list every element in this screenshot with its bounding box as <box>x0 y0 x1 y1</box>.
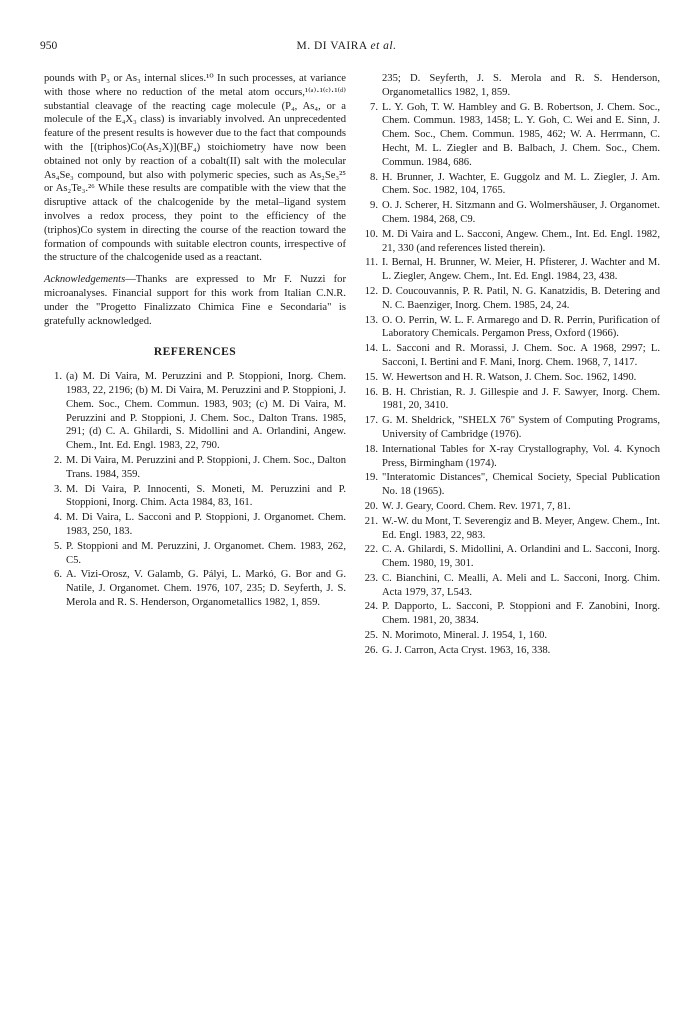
running-title-authors: M. DI VAIRA <box>296 40 368 52</box>
reference-item <box>360 72 660 100</box>
right-column <box>360 72 660 659</box>
reference-item <box>44 370 346 453</box>
reference-text: M. Di Vaira, L. Sacconi and P. Stoppioni, J. Organomet. Chem. 1983, 250, 183. <box>66 512 346 537</box>
references-heading: REFERENCES <box>153 346 237 359</box>
reference-item <box>44 511 346 539</box>
reference-number: 15. <box>364 371 378 383</box>
reference-item <box>360 228 660 256</box>
reference-text: B. H. Christian, R. J. Gillespie and J. F. Sawyer, Inorg. Chem. 1981, 20, 3410. <box>382 386 660 412</box>
reference-item <box>360 515 660 543</box>
reference-text: M. Di Vaira and L. Sacconi, Angew. Chem., Int. Ed. Engl. 1982, 21, 330 (and references listed therein). <box>382 228 660 254</box>
reference-number: 8. <box>370 171 378 183</box>
reference-text: M. Di Vaira, P. Innocenti, S. Moneti, M. Peruzzini and P. Stoppioni, Inorg. Chim. Acta 1984, 83, 161. <box>66 483 346 509</box>
reference-item <box>360 199 660 227</box>
page-header <box>40 40 653 56</box>
references-list-right <box>360 72 660 658</box>
reference-text: C. Bianchini, C. Mealli, A. Meli and L. Sacconi, Inorg. Chim. Acta 1979, 37, L543. <box>382 572 660 598</box>
reference-item <box>360 386 660 414</box>
reference-item <box>360 443 660 471</box>
left-column <box>44 72 346 611</box>
reference-number: 22. <box>364 544 378 556</box>
reference-item <box>360 644 660 658</box>
reference-text: International Tables for X-ray Crystallography, Vol. 4. Kynoch Press, Birmingham (1974). <box>382 443 660 469</box>
reference-number: 7. <box>370 101 378 113</box>
reference-item <box>360 572 660 600</box>
reference-item <box>360 342 660 370</box>
reference-number: 23. <box>364 572 378 584</box>
reference-text: P. Dapporto, L. Sacconi, P. Stoppioni and F. Zanobini, Inorg. Chem. 1981, 20, 3834. <box>382 601 660 627</box>
reference-item <box>360 629 660 643</box>
reference-number: 2. <box>54 454 62 466</box>
reference-number: 13. <box>364 314 378 326</box>
reference-number: 21. <box>364 515 378 527</box>
reference-item <box>360 414 660 442</box>
reference-number: 18. <box>364 443 378 455</box>
reference-text: W.-W. du Mont, T. Severengiz and B. Meyer, Angew. Chem., Int. Ed. Engl. 1983, 22, 983. <box>382 515 660 541</box>
reference-text: W. J. Geary, Coord. Chem. Rev. 1971, 7, 81. <box>382 500 571 512</box>
reference-number: 10. <box>364 228 378 240</box>
reference-item <box>360 285 660 313</box>
acknowledgements-text: —Thanks are expressed to Mr F. Nuzzi for microanalyses. Financial support for this work from Italian C.N.R. under the "Progetto Finalizzato Chimica Fine e Secondaria" is gratefully acknowledged. <box>44 274 346 327</box>
reference-text: A. Vizi-Orosz, V. Galamb, G. Pályi, L. Markó, G. Bor and G. Natile, J. Organomet. Chem. 1976, 107, 235; D. Seyferth, J. S. Merola and R. S. Henderson, Organometallics 1982, 1, 859. <box>66 569 346 608</box>
reference-item <box>44 454 346 482</box>
reference-text: H. Brunner, J. Wachter, E. Guggolz and M. L. Ziegler, J. Am. Chem. Soc. 1982, 104, 1765. <box>382 171 660 197</box>
reference-number: 24. <box>364 601 378 613</box>
reference-item <box>44 568 346 609</box>
reference-item <box>360 600 660 628</box>
reference-number: 5. <box>54 540 62 552</box>
reference-item <box>360 500 660 514</box>
reference-item <box>44 483 346 511</box>
reference-text: G. M. Sheldrick, "SHELX 76" System of Computing Programs, University of Cambridge (1976). <box>382 415 660 440</box>
reference-number: 19. <box>364 472 378 484</box>
reference-text: D. Coucouvannis, P. R. Patil, N. G. Kanatzidis, B. Detering and N. C. Baenziger, Inorg. Chem. 1985, 24, 24. <box>382 285 660 311</box>
reference-item <box>360 101 660 170</box>
acknowledgements-heading: Acknowledgements <box>44 274 126 286</box>
reference-text: I. Bernal, H. Brunner, W. Meier, H. Pfisterer, J. Wachter and M. L. Ziegler, Angew. Chem., Int. Ed. Engl. 1984, 23, 438. <box>382 257 660 283</box>
reference-number: 14. <box>364 343 378 355</box>
reference-text: "Interatomic Distances", Chemical Society, Special Publication No. 18 (1965). <box>382 472 660 498</box>
reference-text: (a) M. Di Vaira, M. Peruzzini and P. Stoppioni, Inorg. Chem. 1983, 22, 2196; (b) M. Di Vaira, M. Peruzzini and P. Stoppioni, J. Chem. Soc., Chem. Commun. 1983, 903; (c) M. Di Vaira, M. Peruzzini and P. Stoppioni, J. Chem. Soc., Dalton Trans. 1985, 291; (d) C. A. Ghilardi, S. Midollini and A. Orlandini, Angew. Chem., Int. Ed. Engl. 1983, 22, 790. <box>66 371 346 452</box>
references-list-left <box>44 370 346 610</box>
reference-text: 235; D. Seyferth, J. S. Merola and R. S. Henderson, Organometallics 1982, 1, 859. <box>382 73 660 98</box>
reference-number: 11. <box>365 257 378 269</box>
reference-item <box>360 471 660 499</box>
running-title <box>40 40 653 52</box>
reference-item <box>360 256 660 284</box>
reference-number: 4. <box>54 512 62 524</box>
reference-text: P. Stoppioni and M. Peruzzini, J. Organomet. Chem. 1983, 262, C5. <box>66 540 346 566</box>
reference-item <box>360 371 660 385</box>
reference-number: 26. <box>364 644 378 656</box>
reference-text: N. Morimoto, Mineral. J. 1954, 1, 160. <box>382 630 548 642</box>
reference-text: W. Hewertson and H. R. Watson, J. Chem. Soc. 1962, 1490. <box>382 371 637 383</box>
reference-item <box>360 171 660 199</box>
reference-item <box>360 314 660 342</box>
reference-text: O. J. Scherer, H. Sitzmann and G. Wolmershäuser, J. Organomet. Chem. 1984, 268, C9. <box>382 200 660 225</box>
reference-number: 1. <box>54 371 62 383</box>
reference-number: 16. <box>364 386 378 398</box>
reference-item <box>44 540 346 568</box>
reference-text: L. Sacconi and R. Morassi, J. Chem. Soc. A 1968, 2997; L. Sacconi, I. Bertini and F. Mani, Inorg. Chem. 1968, 7, 1417. <box>382 343 660 368</box>
reference-number: 3. <box>54 483 62 495</box>
acknowledgements <box>44 273 346 328</box>
reference-number: 20. <box>364 500 378 512</box>
page-number: 950 <box>40 40 58 52</box>
reference-text: C. A. Ghilardi, S. Midollini, A. Orlandini and L. Sacconi, Inorg. Chem. 1980, 19, 301. <box>382 544 660 570</box>
running-title-etal: et al. <box>370 40 397 52</box>
reference-number: 12. <box>364 285 378 297</box>
body-paragraph: pounds with P₃ or As₃ internal slices.¹⁰ In such processes, at variance with those where no reduction of the metal atom occurs,¹⁽ᵃ⁾·¹⁽ᶜ⁾·¹⁽ᵈ⁾ substantial cleavage of the reacting cage molecule (P₄, As₄, or a molecule of the E₄X₃ class) is invariably involved. An unprecedented feature of the present results is however due to the fact that compounds with the [(triphos)Co(As₂X)](BF₄) stoichiometry have now been obtained not only by reaction of a cobalt(II) salt with the molecular As₄Se₃ compound, but also with polymeric species, such as As₂Se₃²⁵ or As₂Te₃.²⁶ While these results are compatible with the view that the disruptive attack of the chalcogenide by the metal–ligand system involves a redox process, they point to the efficiency of the (triphos)Co system in directing the course of the reaction toward the formation of compounds with suitable electron counts, irrespective of the structure of the chalcogenide used as a reactant. <box>44 73 346 264</box>
reference-text: O. O. Perrin, W. L. F. Armarego and D. R. Perrin, Purification of Laboratory Chemicals. Pergamon Press, Oxford (1966). <box>382 314 660 340</box>
reference-number: 9. <box>370 200 378 212</box>
reference-text: M. Di Vaira, M. Peruzzini and P. Stoppioni, J. Chem. Soc., Dalton Trans. 1984, 359. <box>66 454 346 480</box>
reference-item <box>360 543 660 571</box>
reference-text: G. J. Carron, Acta Cryst. 1963, 16, 338. <box>382 644 551 656</box>
reference-number: 17. <box>364 415 378 427</box>
reference-number: 25. <box>364 630 378 642</box>
reference-text: L. Y. Goh, T. W. Hambley and G. B. Robertson, J. Chem. Soc., Chem. Commun. 1983, 1458; L. Y. Goh, C. Wei and E. Sinn, J. Chem. Soc., Chem. Commun. 1985, 462; W. A. Herrmann, C. Hecht, M. L. Ziegler and B. Balbach, J. Chem. Soc., Chem. Commun. 1984, 686. <box>382 101 660 168</box>
reference-number: 6. <box>54 569 62 581</box>
